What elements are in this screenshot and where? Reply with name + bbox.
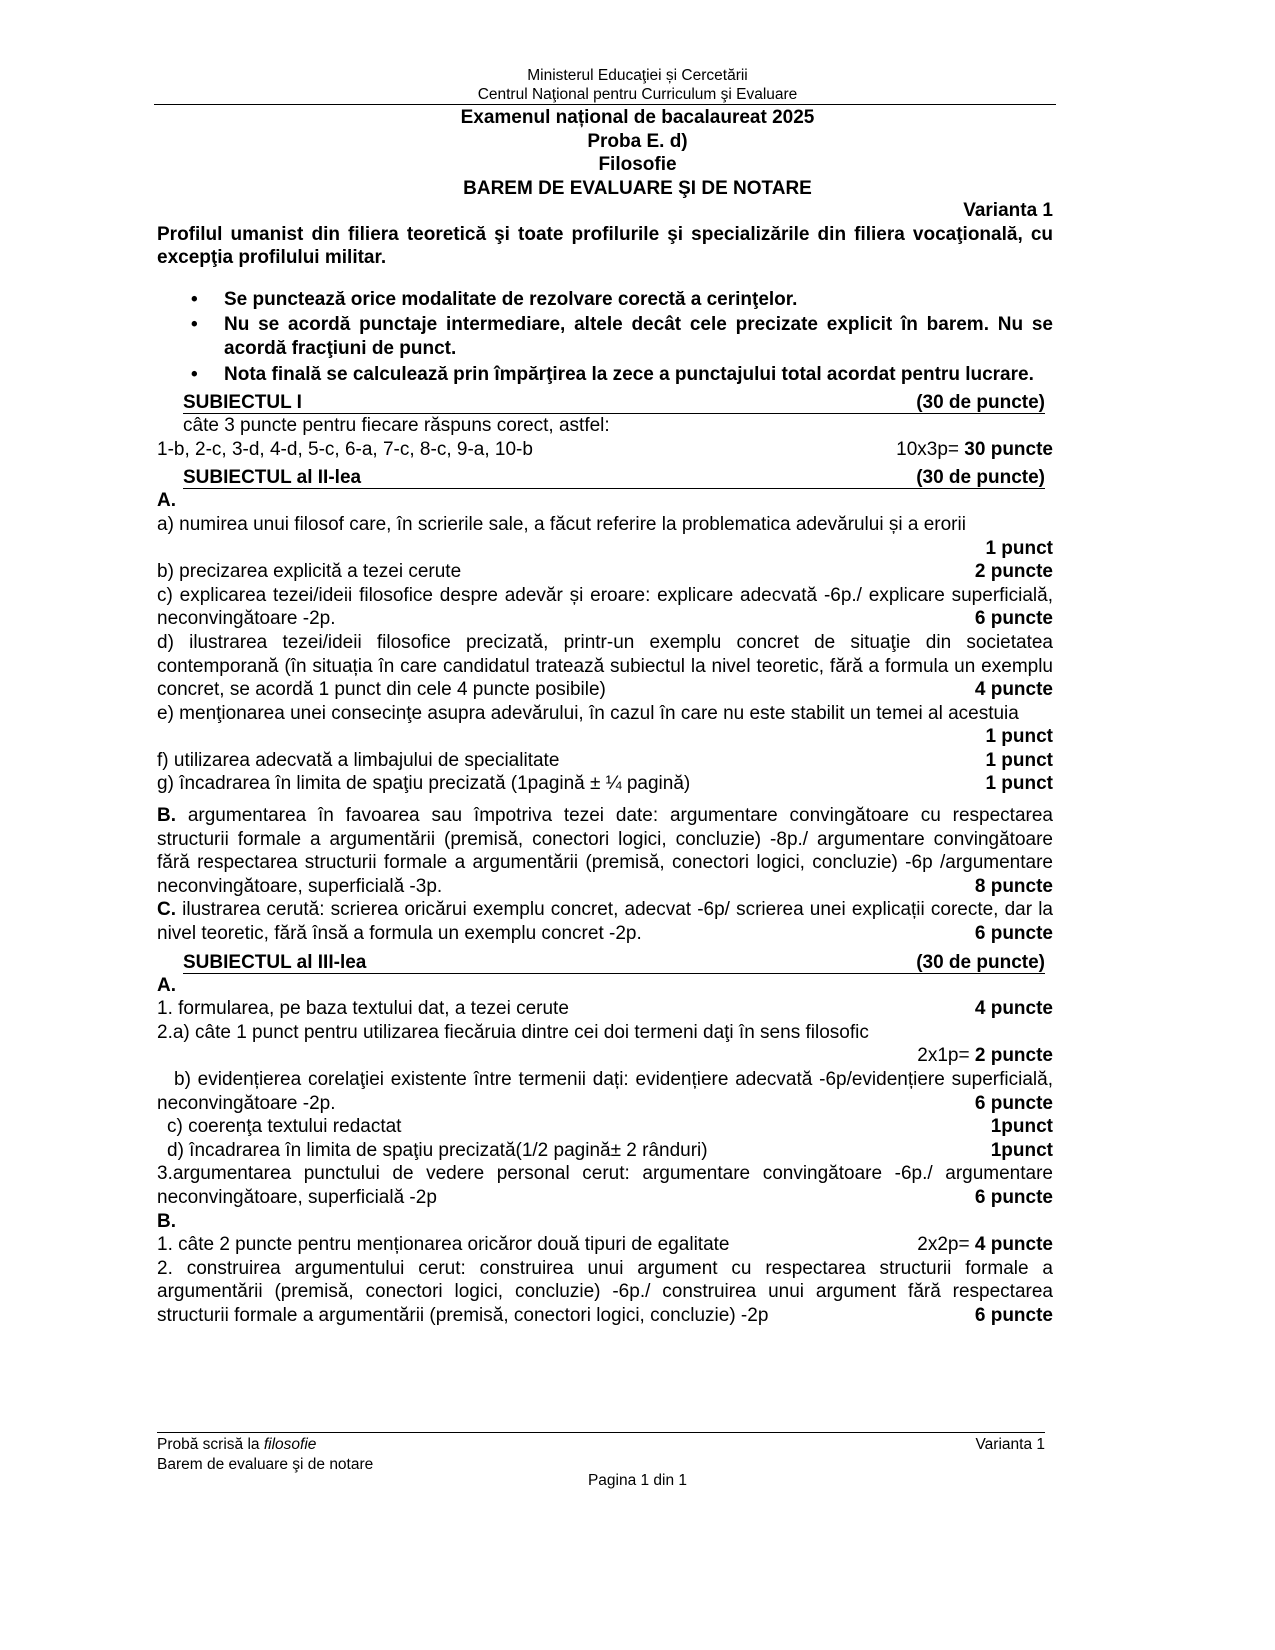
points-formula: 2x2p= <box>917 1234 975 1256</box>
footer-text: Probă scrisă la <box>157 1436 264 1453</box>
s2-b-criterion <box>157 804 1053 898</box>
page-footer <box>157 1432 1045 1474</box>
criterion-points: 6 puncte <box>974 1186 1053 1208</box>
variant: Varianta 1 <box>963 200 1053 221</box>
criterion-points: 1 punct <box>985 537 1053 559</box>
criterion-text: 3.argumentarea punctului de vedere personal cerut: argumentare convingătoare -6p./ argumentare neconvingătoare, superficială -2p <box>157 1163 1053 1208</box>
criterion-text: 1. câte 2 puncte pentru menționarea oricăror două tipuri de egalitate <box>157 1234 730 1256</box>
rule-item: • Nu se acordă punctaje intermediare, altele decât cele precizate explicit în barem. Nu se acordă fracţiuni de punct. <box>157 313 1053 360</box>
subject-1-heading <box>183 392 1045 414</box>
criterion-points: 6 puncte <box>974 1304 1053 1326</box>
section-label: A. <box>157 974 176 996</box>
institution-header <box>0 66 1275 104</box>
criterion <box>157 1162 1053 1209</box>
criterion-text: b) precizarea explicită a tezei cerute <box>157 561 462 583</box>
proba: Proba E. d) <box>587 130 688 152</box>
footer-barem: Barem de evaluare şi de notare <box>157 1455 374 1473</box>
section-label: C. <box>157 899 176 921</box>
s3-b1-row <box>157 1233 1053 1257</box>
s1-answers: 1-b, 2-c, 3-d, 4-d, 5-c, 6-a, 7-c, 8-c, 9-a, 10-b <box>157 438 533 460</box>
criterion-points: 4 puncte <box>974 679 1053 701</box>
rule-item: • Se punctează orice modalitate de rezolvare corectă a cerinţelor. <box>157 288 1053 312</box>
criterion <box>157 584 1053 631</box>
criterion-points: 2 puncte <box>974 1045 1053 1067</box>
criterion-text: d) încadrarea în limita de spaţiu precizată(1/2 pagină± 2 rânduri) <box>167 1139 708 1161</box>
subject-points: (30 de puncte) <box>916 951 1045 973</box>
criterion <box>157 772 1053 796</box>
criterion-text: c) coerenţa textului redactat <box>167 1116 402 1138</box>
criterion-text: a) numirea unui filosof care, în scrierile sale, a făcut referire la problematica adevărului și a erorii <box>157 513 966 535</box>
criterion-points: 6 puncte <box>974 1092 1053 1114</box>
s1-answers-row <box>157 438 1053 462</box>
subject-2-heading <box>183 467 1045 489</box>
criterion-points: 1punct <box>990 1139 1053 1161</box>
criterion <box>157 1257 1053 1328</box>
criterion-text: ilustrarea cerută: scrierea oricărui exemplu concret, adecvat -6p/ scrierea unei explicații corecte, dar la nivel teoretic, fără însă a formula un exemplu concret -2p. <box>157 899 1053 945</box>
profile-text: Profilul umanist din filiera teoretică şi toate profilurile şi specializările din filiera vocaţională, cu excepţia profilului militar. <box>157 223 1053 269</box>
criterion-text: d) ilustrarea tezei/ideii filosofice precizată, printr-un exemplu concret de situaţie din societatea contemporană (în situația în care candidatul tratează subiectul la nivel teoretic, fără a formula un exemplu concret, se acordă 1 punct din cele 4 puncte posibile) <box>157 631 1053 701</box>
footer-exam <box>157 1435 316 1455</box>
criterion-points: 6 puncte <box>974 923 1053 945</box>
criterion-points: 4 puncte <box>974 1234 1053 1256</box>
subject: Filosofie <box>598 154 677 176</box>
exam-title: Examenul național de bacalaureat 2025 <box>460 107 815 128</box>
criterion-points: 1 punct <box>985 726 1053 748</box>
rule-item: • Nota finală se calculează prin împărţirea la zece a punctajului total acordat pentru lucrare. <box>157 363 1053 387</box>
criterion <box>157 1068 1053 1115</box>
section-label: B. <box>157 1210 176 1232</box>
criterion-points: 1 punct <box>985 773 1053 795</box>
footer-variant: Varianta 1 <box>975 1436 1045 1453</box>
center-name: Centrul Naţional pentru Curriculum şi Evaluare <box>477 86 798 103</box>
criterion-points: 8 puncte <box>974 875 1053 897</box>
criterion-points: 6 puncte <box>974 608 1053 630</box>
criterion-text: 1. formularea, pe baza textului dat, a tezei cerute <box>157 998 569 1020</box>
subject-points: (30 de puncte) <box>916 467 1045 489</box>
criterion-text: 2.a) câte 1 punct pentru utilizarea fiecăruia dintre cei doi termeni daţi în sens filosofic <box>157 1021 869 1043</box>
criterion <box>157 1139 1053 1163</box>
criterion <box>157 997 1053 1021</box>
ministry-name: Ministerul Educaţiei și Cercetării <box>527 67 748 84</box>
section-label: B. <box>157 805 176 827</box>
criterion-text: 2. construirea argumentului cerut: construirea unui argument cu respectarea structurii formale a argumentării (premisă, conectori logici, concluzie) -6p./ construirea unui argument fără respectarea structurii formale a argumentării (premisă, conectori logici, concluzie) -2p <box>157 1257 1053 1326</box>
criterion-text: g) încadrarea în limita de spaţiu precizată (1pagină ± ¼ pagină) <box>157 773 691 795</box>
subject-points: (30 de puncte) <box>916 392 1045 414</box>
header-rule <box>154 104 1056 105</box>
subject-title: SUBIECTUL al II-lea <box>183 467 362 489</box>
barem-title: BAREM DE EVALUARE ŞI DE NOTARE <box>463 177 812 199</box>
points-formula: 2x1p= <box>917 1045 975 1067</box>
rules-list <box>157 288 1053 386</box>
section-label: A. <box>157 490 176 512</box>
criterion-points: 1punct <box>990 1116 1053 1138</box>
document-title <box>0 106 1275 200</box>
document-body <box>157 199 1053 1328</box>
subject-title: SUBIECTUL al III-lea <box>183 951 367 973</box>
criterion-text: f) utilizarea adecvată a limbajului de specialitate <box>157 749 560 771</box>
criterion-points-row <box>157 1044 1053 1068</box>
s1-instructions: câte 3 puncte pentru fiecare răspuns corect, astfel: <box>183 415 610 437</box>
criterion-text: e) menţionarea unei consecinţe asupra adevărului, în cazul în care nu este stabilit un temei al acestuia <box>157 702 1019 724</box>
criterion-text: b) evidențierea corelaţiei existente între termenii dați: evidențiere adecvată -6p/evidențiere superficială, neconvingătoare -2p. <box>157 1069 1053 1114</box>
criterion-points: 1 punct <box>985 749 1053 771</box>
subject-3-heading <box>183 952 1045 974</box>
criterion <box>157 631 1053 702</box>
s1-total: 30 puncte <box>964 438 1053 460</box>
page-number: Pagina 1 din 1 <box>587 1472 688 1489</box>
subject-title: SUBIECTUL I <box>183 392 302 414</box>
criterion-text: argumentarea în favoarea sau împotriva tezei date: argumentare convingătoare cu respectarea structurii formale a argumentării (premisă, conectori logici, concluzie) -8p./ argumentare convingătoare fără respectarea structurii formale a argumentării (premisă, conectori logici, concluzie) -6p /argumentare neconvingătoare, superficială -3p. <box>157 805 1053 897</box>
criterion <box>157 1115 1053 1139</box>
criterion <box>157 560 1053 584</box>
criterion <box>157 702 1053 749</box>
criterion-points: 2 puncte <box>974 561 1053 583</box>
criterion <box>157 749 1053 773</box>
s2-c-criterion <box>157 898 1053 945</box>
criterion-text: c) explicarea tezei/ideii filosofice despre adevăr și eroare: explicare adecvată -6p./ explicare superficială, neconvingătoare -2p. <box>157 584 1053 630</box>
criterion-points: 4 puncte <box>974 998 1053 1020</box>
s1-formula: 10x3p= <box>896 438 965 460</box>
footer-subject: filosofie <box>263 1436 317 1453</box>
